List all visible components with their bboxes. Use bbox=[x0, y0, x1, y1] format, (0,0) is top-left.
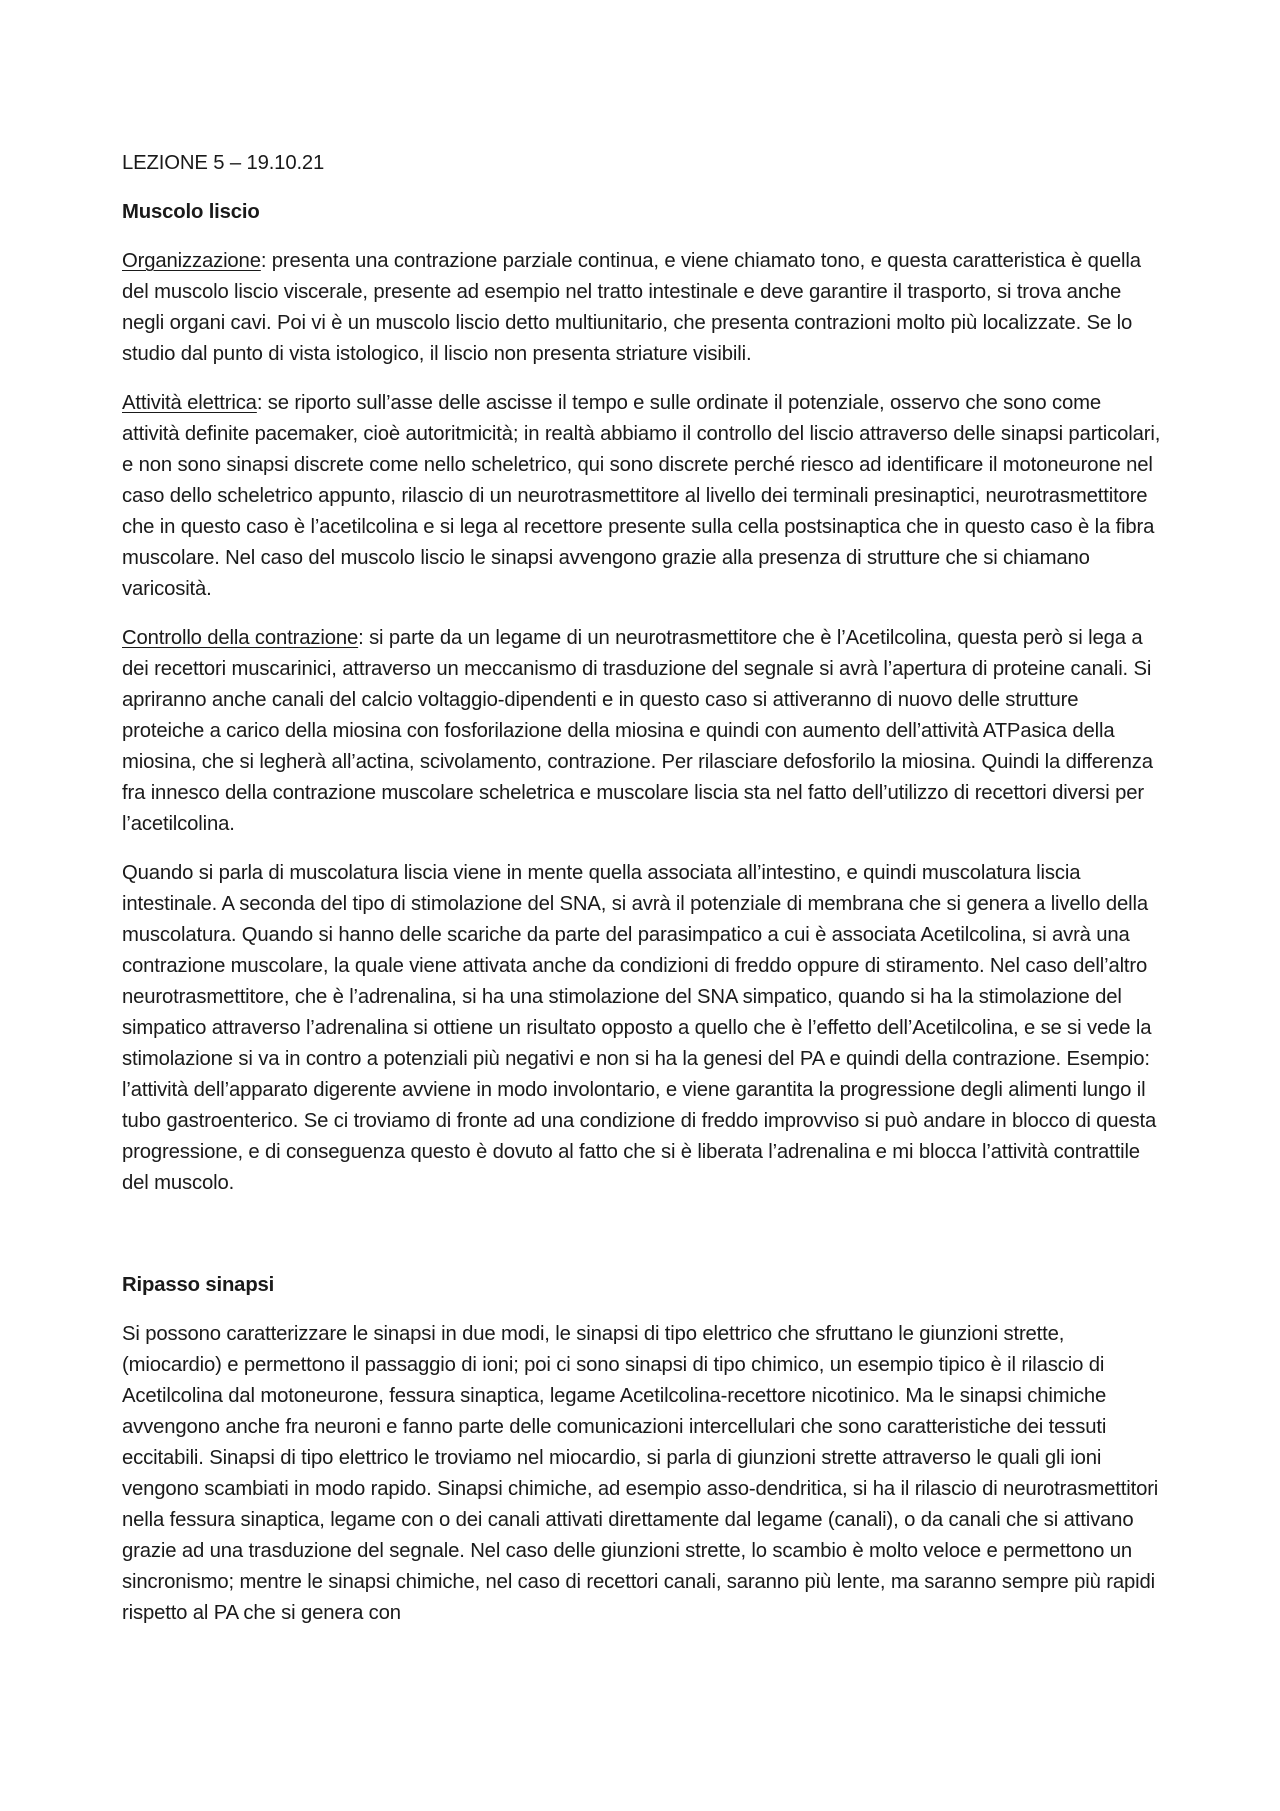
section-title-muscolo-liscio: Muscolo liscio bbox=[122, 201, 260, 223]
paragraph-ripasso-sinapsi: Si possono caratterizzare le sinapsi in due modi, le sinapsi di tipo elettrico che sfruttano le giunzioni strette, (miocardio) e permettono il passaggio di ioni; poi ci sono sinapsi di tipo chimico, un esempio tipico è il rilascio di Acetilcolina dal motoneurone, fessura sinaptica, legame Acetilcolina-recettore nicotinico. Ma le sinapsi chimiche avvengono anche fra neuroni e fanno parte delle comunicazioni intercellulari che sono caratteristiche dei tessuti eccitabili. Sinapsi di tipo elettrico le troviamo nel miocardio, si parla di giunzioni strette attraverso le quali gli ioni vengono scambiati in modo rapido. Sinapsi chimiche, ad esempio asso-dendritica, si ha il rilascio di neurotrasmettitori nella fessura sinaptica, legame con o dei canali attivati direttamente dal legame (canali), o da canali che si attivano grazie ad una trasduzione del segnale. Nel caso delle giunzioni strette, lo scambio è molto veloce e permettono un sincronismo; mentre le sinapsi chimiche, nel caso di recettori canali, saranno più lente, ma saranno sempre più rapidi rispetto al PA che si genera con bbox=[122, 1323, 1159, 1624]
section-title-ripasso-sinapsi: Ripasso sinapsi bbox=[122, 1274, 275, 1296]
paragraph-attivita-elettrica bbox=[122, 388, 1162, 605]
document-page bbox=[122, 148, 1162, 1647]
paragraph-text-controllo-contrazione: : si parte da un legame di un neurotrasmettitore che è l’Acetilcolina, questa però si lega a dei recettori muscarinici, attraverso un meccanismo di trasduzione del segnale si avrà l’apertura di proteine canali. Si apriranno anche canali del calcio voltaggio-dipendenti e in questo caso si attiveranno di nuovo delle strutture proteiche a carico della miosina con fosforilazione della miosina e quindi con aumento dell’attività ATPasica della miosina, che si legherà all’actina, scivolamento, contrazione. Per rilasciare defosforilo la miosina. Quindi la differenza fra innesco della contrazione muscolare scheletrica e muscolare liscia sta nel fatto dell’utilizzo di recettori diversi per l’acetilcolina. bbox=[122, 627, 1153, 835]
paragraph-muscolatura-intestinale: Quando si parla di muscolatura liscia viene in mente quella associata all’intestino, e quindi muscolatura liscia intestinale. A seconda del tipo di stimolazione del SNA, si avrà il potenziale di membrana che si genera a livello della muscolatura. Quando si hanno delle scariche da parte del parasimpatico a cui è associata Acetilcolina, si avrà una contrazione muscolare, la quale viene attivata anche da condizioni di freddo oppure di stiramento. Nel caso dell’altro neurotrasmettitore, che è l’adrenalina, si ha una stimolazione del SNA simpatico, quando si ha la stimolazione del simpatico attraverso l’adrenalina si ottiene un risultato opposto a quello che è l’effetto dell’Acetilcolina, e se si vede la stimolazione si va in contro a potenziali più negativi e non si ha la genesi del PA e quindi della contrazione. Esempio: l’attività dell’apparato digerente avviene in modo involontario, e viene garantita la progressione degli alimenti lungo il tubo gastroenterico. Se ci troviamo di fronte ad una condizione di freddo improvviso si può andare in blocco di questa progressione, e di conseguenza questo è dovuto al fatto che si è liberata l’adrenalina e mi blocca l’attività contrattile del muscolo. bbox=[122, 862, 1157, 1194]
section-spacer bbox=[122, 1217, 1162, 1270]
paragraph-organizzazione bbox=[122, 246, 1162, 370]
paragraph-controllo-contrazione bbox=[122, 623, 1162, 840]
paragraph-label-attivita-elettrica: Attività elettrica bbox=[122, 392, 257, 414]
lesson-header: LEZIONE 5 – 19.10.21 bbox=[122, 152, 325, 174]
paragraph-text-attivita-elettrica: : se riporto sull’asse delle ascisse il tempo e sulle ordinate il potenziale, osservo che sono come attività definite pacemaker, cioè autoritmicità; in realtà abbiamo il controllo del liscio attraverso delle sinapsi particolari, e non sono sinapsi discrete come nello scheletrico, qui sono discrete perché riesco ad identificare il motoneurone nel caso dello scheletrico appunto, rilascio di un neurotrasmettitore al livello dei terminali presinaptici, neurotrasmettitore che in questo caso è l’acetilcolina e si lega al recettore presente sulla cella postsinaptica che in questo caso è la fibra muscolare. Nel caso del muscolo liscio le sinapsi avvengono grazie alla presenza di strutture che si chiamano varicosità. bbox=[122, 392, 1161, 600]
paragraph-label-organizzazione: Organizzazione bbox=[122, 250, 261, 272]
paragraph-text-organizzazione: : presenta una contrazione parziale continua, e viene chiamato tono, e questa caratteristica è quella del muscolo liscio viscerale, presente ad esempio nel tratto intestinale e deve garantire il trasporto, si trova anche negli organi cavi. Poi vi è un muscolo liscio detto multiunitario, che presenta contrazioni molto più localizzate. Se lo studio dal punto di vista istologico, il liscio non presenta striature visibili. bbox=[122, 250, 1141, 365]
paragraph-label-controllo-contrazione: Controllo della contrazione bbox=[122, 627, 359, 649]
